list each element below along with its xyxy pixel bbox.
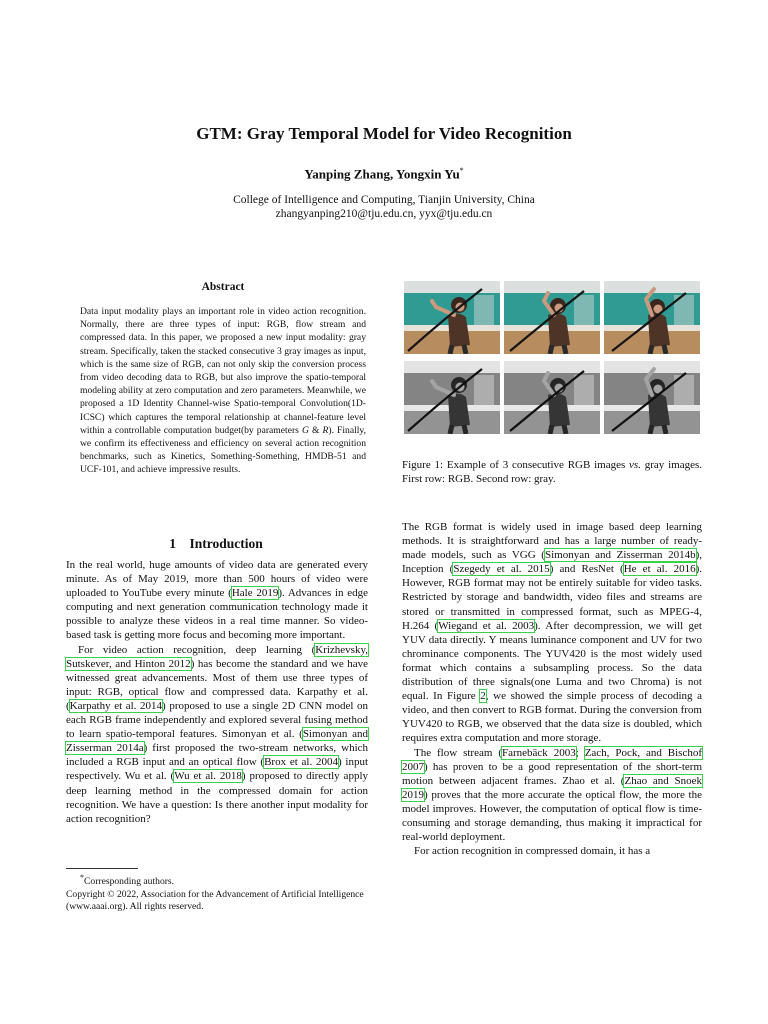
citation-link[interactable]: Simonyan and Zisserman 2014a — [66, 728, 368, 755]
affiliation: College of Intelligence and Computing, Tianjin University, China — [233, 194, 535, 206]
citation-link[interactable]: Krizhevsky, Sutskever, and Hinton 2012 — [66, 643, 368, 670]
figure-row-rgb — [404, 281, 700, 354]
rgb-frame-2 — [504, 281, 600, 354]
text-run: ) proves that the more accurate the optical flow, the more the model improves. However, the computation of optical flow is time-consuming and storage demanding, thus making it impractical for real-world deployment. — [402, 788, 702, 844]
figure-1-caption — [402, 458, 702, 487]
text-run: ; — [575, 746, 585, 759]
text-run: For video action recognition, deep learning ( — [78, 643, 316, 656]
left-column-text — [66, 558, 368, 826]
abstract-heading: Abstract — [201, 281, 245, 293]
right-paragraph-3: For action recognition in compressed domain, it has a — [414, 845, 651, 858]
author-mark: * — [459, 166, 464, 175]
citation-link[interactable]: Wu et al. 2018 — [174, 770, 242, 783]
citation-link[interactable]: Zach, Pock, and Bischof 2007 — [402, 746, 703, 773]
footnote-corresponding — [66, 872, 368, 889]
intro-paragraph-1 — [66, 558, 368, 643]
text-run: In the real world, huge amounts of video data are generated every minute. As of May 2019, more than 500 hours of video were uploaded to YouTube every minute ( — [66, 559, 368, 600]
right-paragraph-2 — [402, 746, 702, 845]
author-list — [0, 166, 768, 182]
text-run: The RGB format is widely used in image based deep learning methods. It is straightforward and has a large number of ready-made models, such as VGG ( — [402, 521, 702, 562]
text-run: ) first proposed the two-stream networks, which included a RGB input and an optical flow ( — [66, 742, 369, 769]
author-emails: zhangyanping210@tju.edu.cn, yyx@tju.edu.cn — [275, 208, 493, 220]
abstract-part-a: Data input modality plays an important role in video action recognition. Normally, there are three types of input: RGB, flow stream and compressed data. In this paper, we proposed a new input modality: gray stream. Specifically, taken the stacked consecutive 3 gray images as input, which is the same size of RGB, can not only skip the conversion process from video decoding data to RGB, but also improve the spatio-temporal modeling ability at zero computation and zero parameters. Meanwhile, we proposed a 1D Identity Channel-wise Spatio-temporal Convolution(1D-ICSC) which captures the temporal relationship at channel-feature level within a controllable computation budget(by parameters — [80, 306, 366, 436]
footnote-rule — [66, 868, 138, 869]
citation-link[interactable]: Zhao and Snoek 2019 — [402, 774, 703, 801]
abstract-amp: & — [308, 424, 323, 436]
text-run: ), Inception ( — [402, 549, 702, 576]
footnote-mark: * — [80, 873, 84, 882]
rgb-frame-1 — [404, 281, 500, 354]
caption-part-b: gray images. First row: RGB. Second row: gray. — [402, 459, 702, 486]
citation-link[interactable]: Brox et al. 2004 — [264, 756, 338, 769]
gray-frame-2 — [504, 361, 600, 434]
copyright-notice: Copyright © 2022, Association for the Advancement of Artificial Intelligence (www.aaai.org). All rights reserved. — [66, 888, 364, 913]
text-run: , we showed the simple process of decoding a video, and then convert to RGB format. During the conversion from YUV420 to RGB, we observed that the data size is doubled, which requires extra computation and more storage. — [402, 690, 703, 745]
text-run: ) has proven to be a good representation of the short-term motion between adjacent frames. Zhao et al. ( — [402, 760, 702, 787]
footnote-text: Corresponding authors. — [84, 876, 175, 888]
author-names: Yanping Zhang, Yongxin Yu — [304, 166, 460, 182]
right-paragraph-1 — [402, 520, 702, 746]
right-column-text — [402, 520, 702, 858]
abstract-text — [80, 305, 366, 477]
text-run: The flow stream ( — [414, 746, 502, 759]
param-g: G — [301, 424, 309, 436]
citation-link[interactable]: Wiegand et al. 2003 — [438, 619, 535, 632]
citation-link[interactable]: Hale 2019 — [231, 587, 279, 600]
figure-row-gray — [404, 361, 700, 434]
citation-link[interactable]: Simonyan and Zisserman 2014b — [544, 549, 696, 562]
citation-link[interactable]: Szegedy et al. 2015 — [453, 563, 550, 576]
citation-link[interactable]: Karpathy et al. 2014 — [69, 699, 163, 712]
param-r: R — [322, 424, 329, 436]
text-run: ) input respectively. Wu et al. ( — [66, 756, 368, 783]
section-number: 1 — [169, 536, 176, 551]
text-run: ). After decompression, we will get YUV data directly. Y means luminance component and UV for two chrominance components. The YUV420 is the most widely used format which contains a subsampling process. So the data distribution of three signals(one Luma and two Chroma) is not equal. In Figure — [402, 619, 702, 703]
citation-link[interactable]: He et al. 2016 — [623, 563, 696, 576]
caption-part-a: Figure 1: Example of 3 consecutive RGB images — [402, 459, 630, 471]
text-run: ) proposed to directly apply deep learning method in the compressed domain for action recognition. We have a question: Is there another input modality for action recognition? — [66, 770, 368, 825]
rgb-frame-3 — [604, 281, 700, 354]
text-run: ). Advances in edge computing and next generation communication technology made it possible to analyze these videos in a real time manner. So video-based task is getting more focus and becoming more important. — [66, 587, 369, 642]
intro-paragraph-2 — [66, 643, 368, 826]
footnote — [66, 872, 368, 914]
gray-frame-1 — [404, 361, 500, 434]
text-run: ). However, RGB format may not be entirely suitable for video tasks. Restricted by storage and bandwidth, video files and streams are stored or transmitted in compressed format, such as MPEG-4, H.264 ( — [402, 563, 703, 632]
section-title: Introduction — [189, 536, 263, 551]
section-heading-introduction — [66, 536, 366, 552]
paper-title: GTM: Gray Temporal Model for Video Recognition — [196, 124, 572, 143]
text-run: ) proposed to use a single 2D CNN model on each RGB frame independently and explored several fusing method to learn spatio-temporal features. Simonyan et al. ( — [66, 699, 369, 741]
abstract-part-b: ). Finally, we confirm its effectiveness and efficiency on several action recognition benchmarks, such as Kinetics, Something-Something, HMDB-51 and UCF-101, and achieve impressive results. — [80, 424, 366, 476]
text-run: ) and ResNet ( — [549, 563, 624, 576]
citation-link[interactable]: Farnebäck 2003 — [501, 746, 576, 759]
text-run: ) has become the standard and we have witnessed great advancements. Most of them use three types of input: RGB, optical flow and compressed data. Karpathy et al. ( — [66, 657, 368, 712]
affiliation-block — [0, 193, 768, 221]
caption-vs: vs. — [629, 459, 641, 471]
gray-frame-3 — [604, 361, 700, 434]
figure-reference-link[interactable]: 2 — [480, 690, 486, 703]
